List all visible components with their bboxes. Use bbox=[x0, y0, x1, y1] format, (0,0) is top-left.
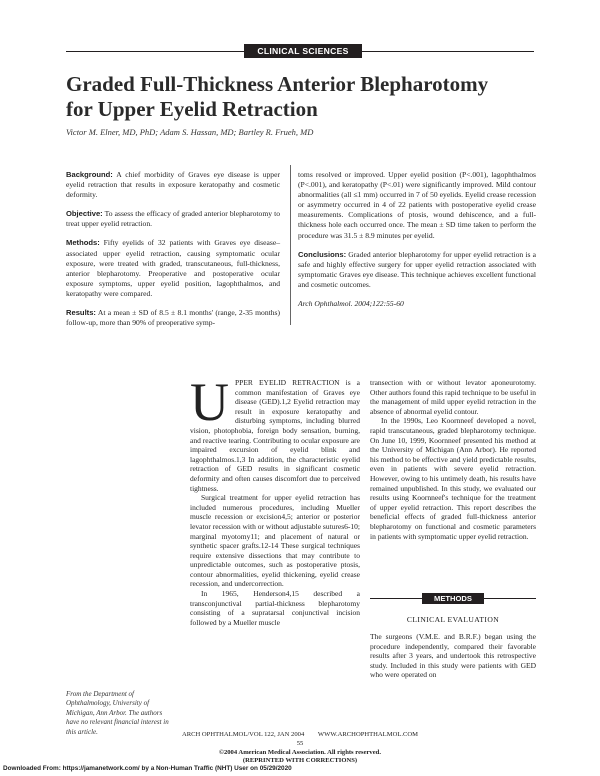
paragraph-henderson: In 1965, Henderson4,15 described a transconjunctival partial-thickness blepharotomy consisting of a supratarsal conjunctival incision followed by a Mueller muscle bbox=[190, 589, 360, 627]
footer-copyright: ©2004 American Medical Association. All rights reserved. bbox=[219, 749, 381, 756]
objective-text: To assess the efficacy of graded anterior blepharotomy to treat upper eyelid retraction. bbox=[66, 209, 281, 229]
abstract-background bbox=[66, 170, 280, 200]
section-banner: CLINICAL SCIENCES bbox=[244, 44, 362, 58]
methods-heading-label: METHODS bbox=[422, 593, 484, 604]
results-label: Results: bbox=[66, 308, 96, 318]
footer-website[interactable]: WWW.ARCHOPHTHALMOL.COM bbox=[317, 731, 419, 738]
results-text-a: At a mean ± SD of 8.5 ± 8.1 months' (range, 2-35 months) follow-up, more than 90% of preoperative symp- bbox=[66, 308, 281, 328]
paragraph-transection: transection with or without levator aponeurotomy. Other authors found this rapid technique to be useful in the management of mild upper eyelid retraction in the absence of abnormal eyelid contour. bbox=[370, 378, 537, 416]
download-notice: Downloaded From: https://jamanetwork.com/ by a Non-Human Traffic (NHT) User on 05/29/2020 bbox=[3, 765, 292, 772]
body-column-right-lower bbox=[370, 632, 536, 680]
objective-label: Objective: bbox=[66, 209, 103, 219]
conclusions-label: Conclusions: bbox=[298, 249, 347, 259]
footer-page-number: 55 bbox=[296, 740, 304, 747]
paragraph-surgical-treatment: Surgical treatment for upper eyelid retraction has included numerous procedures, including Mueller muscle recession or excision4,5; anterior or posterior levator recession with or without adjustable sutures6-10; marginal myotomy11; and placement of natural or synthetic spacer grafts.12-14 These surgical techniques require extensive dissections that may contribute to unpredictable outcomes, such as postoperative ptosis, contour abnormalities, eyelid thickening, eyelid crease recession, and undercorrection. bbox=[190, 493, 360, 589]
title-line-2: for Upper Eyelid Retraction bbox=[66, 97, 318, 121]
footer-reprinted: (REPRINTED WITH CORRECTIONS) bbox=[242, 757, 358, 764]
background-text: A chief morbidity of Graves eye disease is upper eyelid retraction that results in exposure keratopathy and cosmetic deformity. bbox=[66, 170, 280, 200]
abstract-right-column bbox=[298, 170, 536, 318]
header-rule-left bbox=[66, 51, 244, 52]
abstract-results bbox=[66, 308, 280, 328]
clinical-evaluation-heading: CLINICAL EVALUATION bbox=[406, 615, 500, 624]
abstract-results-continued: toms resolved or improved. Upper eyelid position (P<.001), lagophthalmos (P<.001), and keratopathy (P<.01) were significantly improved. Mild contour abnormalities (all ≤1 mm) occurred in 7 of 50 eyelids. Eyelid crease recession or asymmetry occurred in 4 of 22 patients with postoperative eyelid crease measurements. Complications of ptosis, wound dehiscence, and a full-thickness hole each occurred once. The mean ± SD time taken to perform the procedure was 31.5 ± 8.9 minutes per eyelid. bbox=[298, 170, 536, 240]
intro-caps: PPER EYELID RETRACTION bbox=[235, 378, 340, 387]
body-column-middle bbox=[190, 372, 360, 627]
intro-text: is a common manifestation of Graves eye disease (GED).1,2 Eyelid retraction may result in exposure keratopathy and disturbing symptoms, including blurred vision, photophobia, foreign body sensation, burning, and reactive tearing. Contributing to ocular exposure are impaired excursion of eyelid blink and lagophthalmos.1,3 In addition, the characteristic eyelid retraction of GED results in significant cosmetic deformity and often causes discomfort due to perceived tightness. bbox=[190, 378, 360, 493]
conclusions-text: Graded anterior blepharotomy for upper eyelid retraction is a safe and highly effective surgery for upper eyelid retraction associated with symptomatic Graves eye disease. This technique achieves excellent functional and cosmetic outcomes. bbox=[298, 249, 536, 289]
paragraph-surgeons: The surgeons (V.M.E. and B.R.F.) began using the procedure independently, compared their favorable results after 3 years, and undertook this retrospective study. Included in this study were patients with GED who were operated on bbox=[370, 632, 536, 680]
header-rule-right bbox=[362, 51, 534, 52]
abstract-column-divider bbox=[290, 165, 291, 325]
intro-paragraph bbox=[190, 372, 360, 493]
abstract-left-column bbox=[66, 170, 280, 337]
footer-journal-line bbox=[0, 731, 600, 738]
citation: Arch Ophthalmol. 2004;122:55-60 bbox=[298, 299, 404, 309]
methods-heading bbox=[370, 592, 536, 604]
dropcap-letter: U bbox=[190, 372, 229, 432]
body-column-right bbox=[370, 378, 536, 541]
abstract-methods bbox=[66, 238, 280, 299]
background-label: Background: bbox=[66, 170, 113, 179]
article-title bbox=[66, 72, 536, 122]
methods-label: Methods: bbox=[66, 238, 100, 248]
abstract-objective bbox=[66, 209, 280, 229]
footer-journal: ARCH OPHTHALMOL/VOL 122, JAN 2004 bbox=[181, 731, 305, 738]
abstract-conclusions bbox=[298, 250, 536, 290]
paragraph-koornneef: In the 1990s, Leo Koornneef developed a novel, rapid transcutaneous, graded blepharotomy technique. On June 10, 1999, Koornneef presented his method at the University of Michigan (Ann Arbor). He reported his method to be effective and yield predictable results, even in patients with severe eyelid retraction. However, owing to his untimely death, his results have remained unpublished. In this study, we evaluated our results using Koornneef's technique for the treatment of upper eyelid retraction. This report describes the beneficial effects of graded full-thickness anterior blepharotomy on functional and cosmetic parameters in patients with symptomatic upper eyelid retraction. bbox=[370, 416, 536, 541]
methods-text: Fifty eyelids of 32 patients with Graves eye disease–associated upper eyelid retraction, causing symptomatic ocular exposure, were treated with graded, transcutaneous, full-thickness, anterior blepharotomy. Preoperative and postoperative ocular exposure symptoms, upper eyelid position, lagophthalmos, and keratopathy were compared. bbox=[66, 238, 280, 298]
author-list: Victor M. Elner, MD, PhD; Adam S. Hassan, MD; Bartley R. Frueh, MD bbox=[66, 127, 314, 137]
affiliation-note: From the Department of Ophthalmology, University of Michigan, Ann Arbor. The authors have no relevant financial interest in this article. bbox=[66, 690, 169, 736]
title-line-1: Graded Full-Thickness Anterior Blepharotomy bbox=[66, 72, 489, 96]
